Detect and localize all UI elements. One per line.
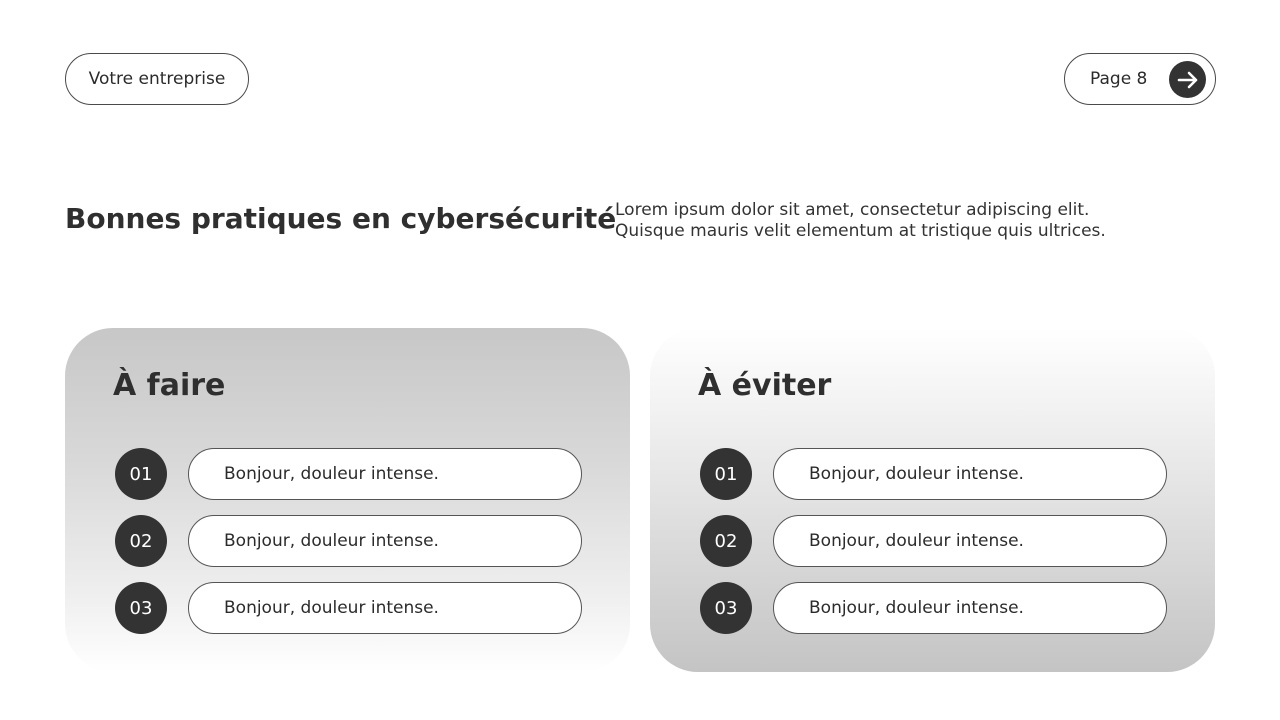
item-pill: Bonjour, douleur intense. — [773, 582, 1167, 634]
number-badge: 01 — [700, 448, 752, 500]
description-line: Quisque mauris velit elementum at tristique quis ultrices. — [615, 221, 1106, 241]
arrow-right-icon[interactable] — [1169, 61, 1206, 98]
avoid-card — [650, 328, 1215, 672]
do-card — [65, 328, 630, 672]
list-item — [115, 582, 582, 634]
list-item — [700, 582, 1167, 634]
item-pill: Bonjour, douleur intense. — [188, 582, 582, 634]
item-pill: Bonjour, douleur intense. — [188, 515, 582, 567]
page-title: Bonnes pratiques en cybersécurité — [65, 202, 617, 235]
number-badge: 01 — [115, 448, 167, 500]
page-label: Page 8 — [1090, 69, 1148, 89]
list-item — [115, 515, 582, 567]
number-badge: 02 — [700, 515, 752, 567]
number-badge: 02 — [115, 515, 167, 567]
description — [615, 200, 1175, 242]
item-pill: Bonjour, douleur intense. — [188, 448, 582, 500]
number-badge: 03 — [700, 582, 752, 634]
avoid-card-title: À éviter — [698, 368, 832, 403]
number-badge: 03 — [115, 582, 167, 634]
list-item — [700, 448, 1167, 500]
item-pill: Bonjour, douleur intense. — [773, 515, 1167, 567]
list-item — [115, 448, 582, 500]
item-pill: Bonjour, douleur intense. — [773, 448, 1167, 500]
company-label: Votre entreprise — [88, 69, 226, 89]
do-card-title: À faire — [113, 368, 226, 403]
page-pill[interactable] — [1064, 53, 1216, 105]
company-pill[interactable] — [65, 53, 249, 105]
list-item — [700, 515, 1167, 567]
description-line: Lorem ipsum dolor sit amet, consectetur adipiscing elit. — [615, 200, 1090, 220]
